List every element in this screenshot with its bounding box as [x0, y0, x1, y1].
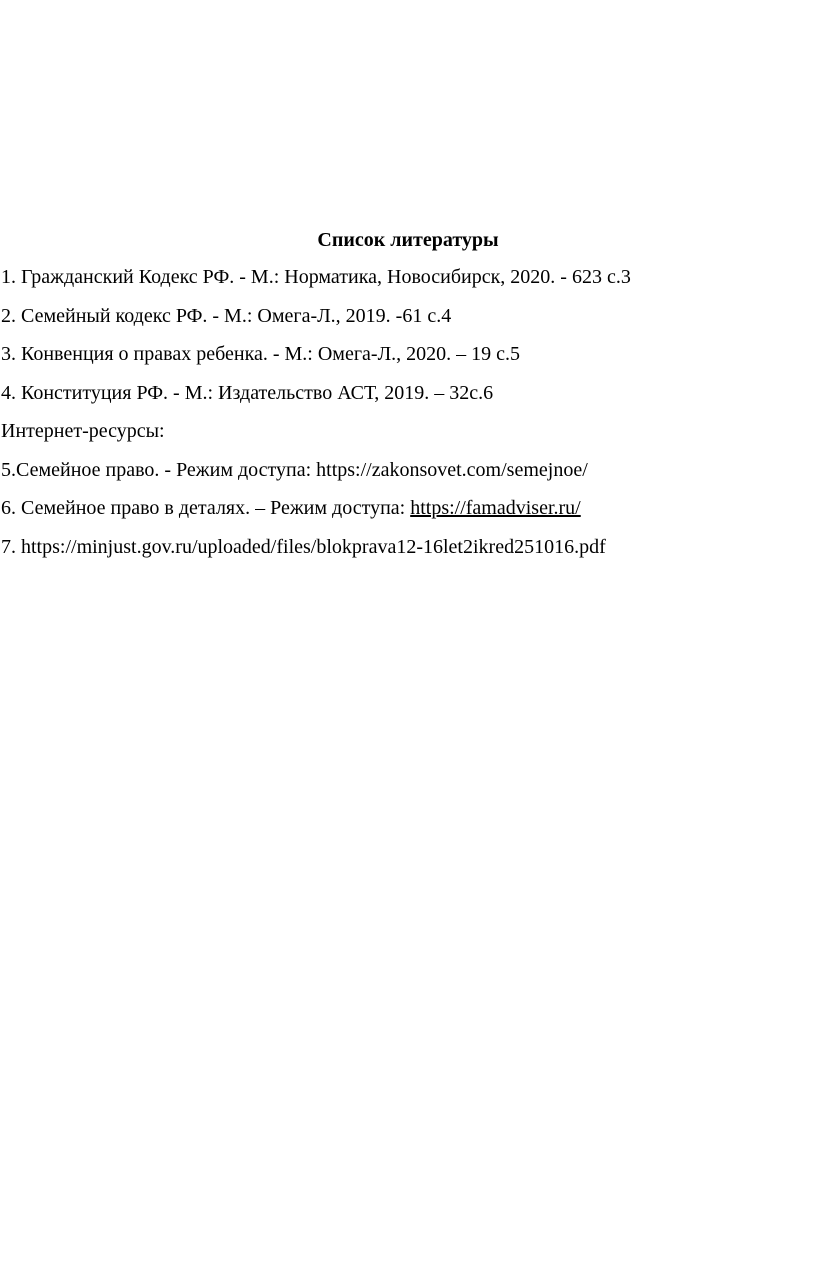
- list-item: 2. Семейный кодекс РФ. - М.: Омега-Л., 2019. -61 с.4: [1, 304, 452, 327]
- bibliography-list: [1, 263, 811, 571]
- list-item: 5.Семейное право. - Режим доступа: https://zakonsovet.com/semejnoe/: [1, 458, 588, 481]
- page-title: Список литературы: [317, 229, 499, 251]
- list-item-text: 6. Семейное право в деталях. – Режим доступа:: [1, 497, 411, 519]
- famadviser-link[interactable]: https://famadviser.ru/: [410, 497, 581, 519]
- list-item: 4. Конституция РФ. - М.: Издательство АСТ, 2019. – 32с.6: [1, 381, 494, 404]
- internet-resources-heading: Интернет-ресурсы:: [1, 420, 165, 442]
- list-item: [1, 494, 811, 533]
- list-item: 3. Конвенция о правах ребенка. - М.: Омега-Л., 2020. – 19 с.5: [1, 343, 521, 365]
- list-item: 7. https://minjust.gov.ru/uploaded/files/blokprava12-16let2ikred251016.pdf: [1, 535, 606, 558]
- list-item: 1. Гражданский Кодекс РФ. - М.: Норматика, Новосибирск, 2020. - 623 с.3: [1, 266, 631, 288]
